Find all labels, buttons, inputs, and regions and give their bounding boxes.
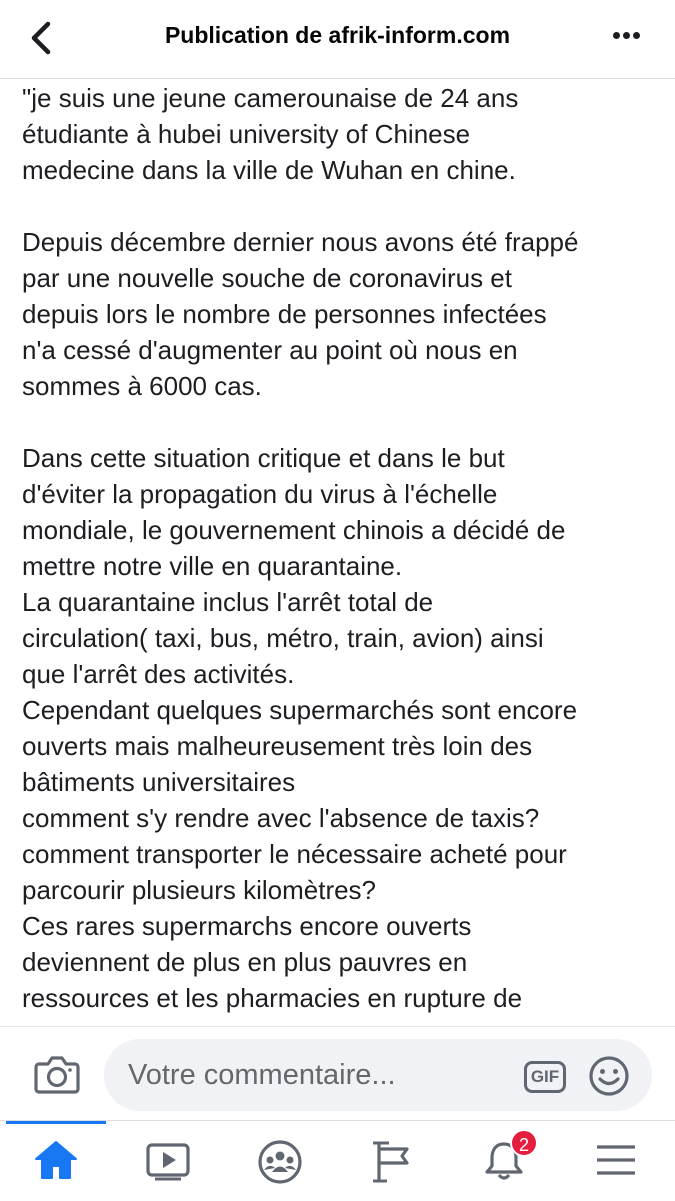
groups-icon: [257, 1139, 303, 1185]
camera-button[interactable]: [34, 1053, 80, 1095]
camera-icon: [34, 1053, 80, 1095]
tab-home[interactable]: [0, 1121, 112, 1201]
post-paragraph: "je suis une jeune camerounaise de 24 ans étudiante à hubei university of Chinese medecine dans la ville de Wuhan en chine.: [22, 83, 519, 185]
gif-button[interactable]: GIF: [524, 1061, 566, 1093]
post-paragraph: Dans cette situation critique et dans le but d'éviter la propagation du virus à l'échelle mondiale, le gouvernement chinois a décidé de mettre notre ville en quarantaine. La quarantaine inclus l'arrêt total de circulation( taxi, bus, métro, train, avion) ainsi que l'arrêt des activités. Cependant quelques supermarchés sont encore ouverts mais malheureusement très loin des bâtiments universitaires comment s'y rendre avec l'absence de taxis? comment transporter le nécessaire acheté pour parcourir plusieurs kilomètres? Ces rares supermarchs encore ouverts deviennent de plus en plus pauvres en ressources et les pharmacies en rupture de: [22, 443, 578, 1013]
tab-menu[interactable]: [560, 1121, 672, 1201]
flag-icon: [369, 1139, 415, 1183]
more-dot: [623, 32, 630, 39]
tab-notifications[interactable]: [448, 1121, 560, 1201]
home-icon: [33, 1139, 79, 1181]
back-button[interactable]: [26, 18, 62, 58]
page-title: Publication de afrik-inform.com: [164, 22, 511, 48]
post-paragraph: Depuis décembre dernier nous avons été frappé par une nouvelle souche de coronavirus et depuis lors le nombre de personnes infectées n'a cessé d'augmenter au point où nous en sommes à 6000 cas.: [22, 227, 579, 401]
more-dot: [633, 32, 640, 39]
top-header: [0, 0, 675, 79]
hamburger-menu-icon: [593, 1139, 639, 1181]
emoji-button[interactable]: [588, 1055, 630, 1097]
active-tab-indicator: [6, 1121, 106, 1124]
video-play-icon: [145, 1139, 191, 1181]
more-dots-icon: [613, 32, 620, 39]
tab-pages[interactable]: [336, 1121, 448, 1201]
bottom-tab-bar: [0, 1120, 675, 1201]
notification-badge: 2: [510, 1129, 538, 1157]
tab-watch[interactable]: [112, 1121, 224, 1201]
post-content: [22, 80, 667, 1025]
chevron-left-icon: [26, 18, 62, 58]
smiley-icon: [588, 1055, 630, 1097]
comment-bar: [0, 1026, 675, 1121]
comment-input[interactable]: [104, 1039, 652, 1111]
more-options-button[interactable]: [613, 26, 647, 46]
tab-groups[interactable]: [224, 1121, 336, 1201]
